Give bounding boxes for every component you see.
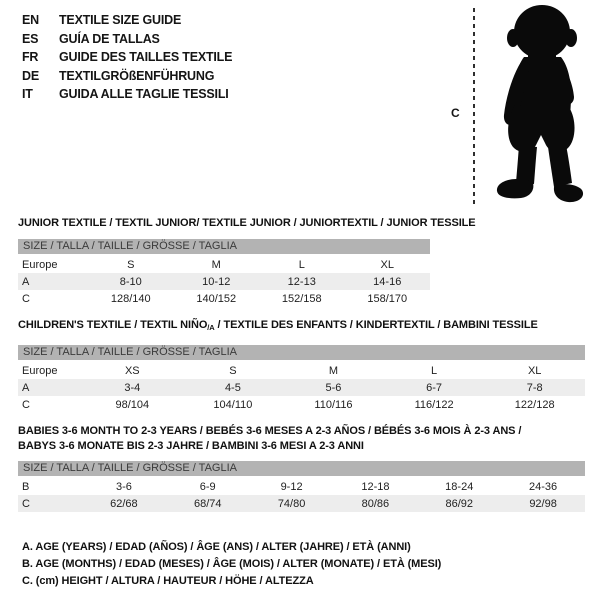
- measurement-legend: [22, 539, 441, 590]
- table-row-europe: [18, 362, 585, 379]
- size-cell: M: [328, 364, 339, 377]
- language-row-it: [22, 85, 232, 104]
- row-label: Europe: [22, 258, 58, 271]
- title-part: / TEXTILE DES ENFANTS / KINDERTEXTIL / BAMBINI TESSILE: [214, 319, 538, 331]
- language-row-es: [22, 30, 232, 49]
- height-cell: 110/116: [314, 398, 353, 411]
- age-cell: 7-8: [526, 381, 543, 394]
- language-code: EN: [22, 13, 39, 27]
- age-cell: 3-6: [115, 480, 132, 493]
- language-title-list: [22, 11, 232, 104]
- height-cell: 158/170: [367, 292, 408, 305]
- size-bar: SIZE / TALLA / TAILLE / GRÖSSE / TAGLIA: [18, 461, 585, 476]
- height-cell: 74/80: [277, 497, 306, 510]
- height-cell: 92/98: [529, 497, 557, 510]
- language-title: GUIDA ALLE TAGLIE TESSILI: [59, 87, 229, 101]
- size-cell: L: [298, 258, 305, 271]
- height-cell: 68/74: [193, 497, 222, 510]
- legend-line-c: C. (cm) HEIGHT / ALTURA / HAUTEUR / HÖHE / ALTEZZA: [22, 575, 314, 587]
- title-part: CHILDREN'S TEXTILE / TEXTIL NIÑO: [18, 319, 208, 331]
- language-title: TEXTILE SIZE GUIDE: [59, 13, 182, 27]
- legend-line-a: A. AGE (YEARS) / EDAD (AÑOS) / ÂGE (ANS) / ALTER (JAHRE) / ETÀ (ANNI): [22, 541, 411, 553]
- age-cell: 6-7: [426, 381, 443, 394]
- baby-silhouette: [486, 3, 596, 209]
- language-code: FR: [22, 50, 39, 64]
- title-subscript: /A: [207, 323, 215, 332]
- language-code: IT: [22, 87, 33, 101]
- row-label: Europe: [22, 364, 58, 377]
- row-label: A: [22, 275, 30, 288]
- height-cell: 116/122: [414, 398, 454, 411]
- height-measure-dashed-line: [473, 8, 475, 207]
- age-cell: 6-9: [199, 480, 216, 493]
- language-title: GUIDE DES TAILLES TEXTILE: [59, 50, 233, 64]
- babies-section-title: [18, 424, 521, 454]
- size-cell: XL: [380, 258, 394, 271]
- language-code: ES: [22, 31, 39, 46]
- junior-section-title: JUNIOR TEXTILE / TEXTIL JUNIOR/ TEXTILE JUNIOR / JUNIORTEXTIL / JUNIOR TESSILE: [18, 217, 476, 229]
- height-cell: 128/140: [110, 292, 151, 305]
- language-row-fr: [22, 48, 232, 67]
- title-line-1: BABIES 3-6 MONTH TO 2-3 YEARS / BEBÉS 3-6 MESES A 2-3 AÑOS / BÉBÉS 3-6 MOIS À 2-3 ANS /: [18, 425, 522, 437]
- table-row-europe: [18, 256, 430, 273]
- age-cell: 4-5: [224, 381, 241, 394]
- table-row-height: [18, 290, 430, 307]
- size-bar: SIZE / TALLA / TAILLE / GRÖSSE / TAGLIA: [18, 345, 585, 360]
- row-label: C: [22, 292, 30, 305]
- size-bar: SIZE / TALLA / TAILLE / GRÖSSE / TAGLIA: [18, 239, 430, 254]
- language-title: GUÍA DE TALLAS: [59, 31, 160, 46]
- age-cell: 18-24: [445, 480, 474, 493]
- table-row-age: [18, 478, 585, 495]
- age-cell: 24-36: [529, 480, 558, 493]
- size-cell: M: [211, 258, 221, 271]
- height-cell: 62/68: [110, 497, 138, 510]
- height-measure-label: C: [451, 106, 460, 120]
- size-cell: S: [229, 364, 237, 377]
- size-cell: XS: [124, 364, 140, 377]
- table-row-age: [18, 273, 430, 290]
- row-label: C: [22, 497, 30, 510]
- age-cell: 9-12: [280, 480, 303, 493]
- age-cell: 12-18: [361, 480, 390, 493]
- row-label: C: [22, 398, 30, 411]
- table-row-height: [18, 396, 585, 413]
- size-cell: XL: [527, 364, 542, 377]
- children-size-table: [18, 345, 585, 413]
- title-line-2: BABYS 3-6 MONATE BIS 2-3 JAHRE / BAMBINI 3-6 MESI A 2-3 ANNI: [18, 440, 364, 452]
- table-row-height: [18, 495, 585, 512]
- size-cell: S: [127, 258, 135, 271]
- row-label: A: [22, 381, 30, 394]
- age-cell: 10-12: [202, 275, 231, 288]
- height-cell: 80/86: [361, 497, 390, 510]
- height-cell: 140/152: [196, 292, 237, 305]
- age-cell: 3-4: [124, 381, 141, 394]
- babies-size-table: [18, 461, 585, 512]
- age-cell: 5-6: [325, 381, 342, 394]
- language-title: TEXTILGRÖßENFÜHRUNG: [59, 68, 215, 83]
- junior-size-table: [18, 239, 430, 307]
- language-row-en: [22, 11, 232, 30]
- children-section-title: [18, 318, 538, 335]
- height-cell: 86/92: [445, 497, 473, 510]
- height-cell: 98/104: [115, 398, 150, 411]
- language-row-de: [22, 67, 232, 86]
- row-label: B: [22, 480, 30, 493]
- age-cell: 8-10: [119, 275, 142, 288]
- age-cell: 14-16: [373, 275, 402, 288]
- height-cell: 104/110: [213, 398, 253, 411]
- legend-line-b: B. AGE (MONTHS) / EDAD (MESES) / ÂGE (MOIS) / ALTER (MONATE) / ETÀ (MESI): [22, 558, 442, 570]
- age-cell: 12-13: [287, 275, 316, 288]
- size-cell: L: [431, 364, 438, 377]
- table-row-age: [18, 379, 585, 396]
- height-cell: 122/128: [514, 398, 555, 411]
- height-cell: 152/158: [281, 292, 322, 305]
- language-code: DE: [22, 68, 39, 83]
